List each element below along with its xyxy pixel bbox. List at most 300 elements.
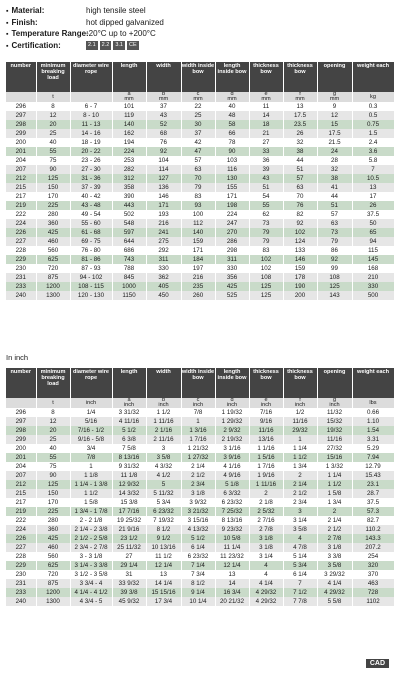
table-cell: 10 5/8 — [215, 534, 249, 543]
table-row — [6, 147, 394, 156]
table-cell: 1150 — [112, 291, 146, 300]
column-header: width inside bow — [181, 62, 215, 92]
table-cell: 875 — [36, 273, 70, 282]
table-cell: 560 — [36, 246, 70, 255]
table-row — [6, 516, 394, 525]
table-cell: 4 1/4 — [317, 579, 352, 588]
unit-cell — [283, 92, 317, 102]
table-row — [6, 417, 394, 426]
table-cell: 14 3/32 — [112, 489, 146, 498]
table-cell: 230 — [6, 264, 36, 273]
table-cell: 4 9/16 — [215, 471, 249, 480]
table-cell: 4 29/32 — [317, 588, 352, 597]
table-cell: 124 — [283, 237, 317, 246]
table-cell: 2 1/2 - 2 5/8 — [70, 534, 112, 543]
table-cell: 720 — [36, 264, 70, 273]
table-cell: 500 — [352, 291, 394, 300]
table-cell: 16 3/4 — [215, 588, 249, 597]
table-cell: 463 — [352, 579, 394, 588]
table-row — [6, 489, 394, 498]
table-cell: 11 1/8 — [112, 471, 146, 480]
column-header: minimum breaking load — [36, 368, 70, 398]
table-cell: 1300 — [36, 597, 70, 606]
table-cell: 42 — [181, 138, 215, 147]
table-cell: 5 — [146, 480, 181, 489]
table-cell: 37.5 — [352, 210, 394, 219]
table-cell: 720 — [36, 570, 70, 579]
table-cell: 25 — [181, 111, 215, 120]
table-cell: 1 1/4 — [283, 444, 317, 453]
table-cell: 525 — [215, 291, 249, 300]
dimension-letter: b — [161, 92, 166, 97]
table-cell: 4 7/8 — [283, 543, 317, 552]
table-cell: 3 1/8 — [249, 534, 283, 543]
table-row — [6, 480, 394, 489]
dimension-letter: a — [127, 398, 131, 403]
table-cell: 240 — [6, 291, 36, 300]
table-cell: 217 — [6, 498, 36, 507]
dimension-letter: b — [161, 398, 166, 403]
unit-label: kg — [370, 93, 376, 100]
cert-badge: CE — [128, 41, 137, 48]
spec-value: high tensile steel — [86, 6, 146, 15]
table-cell: 28.7 — [352, 489, 394, 498]
table-cell: 20 - 22 — [70, 147, 112, 156]
spec-row — [6, 18, 164, 30]
table-row — [6, 453, 394, 462]
table-cell: 44 — [317, 192, 352, 201]
unit-label: inch — [123, 402, 135, 408]
table-cell: 171 — [146, 201, 181, 210]
table-cell: 299 — [6, 435, 36, 444]
unit-cell — [36, 398, 70, 408]
table-cell: 298 — [6, 120, 36, 129]
table-cell: 548 — [112, 219, 146, 228]
table-cell: 11 - 13 — [70, 120, 112, 129]
table-cell: 63 — [317, 219, 352, 228]
dimension-letter: c — [196, 92, 200, 97]
unit-cell — [70, 398, 112, 408]
table-cell: 788 — [112, 264, 146, 273]
table-cell: 68 — [146, 129, 181, 138]
table-cell: 17 7/16 — [112, 507, 146, 516]
table-cell: 3 9/32 — [181, 498, 215, 507]
table-cell: 625 — [36, 561, 70, 570]
table-cell: 4 11/16 — [112, 417, 146, 426]
table-cell: 1 — [283, 435, 317, 444]
column-header: thickness bow — [283, 368, 317, 398]
table-cell: 275 — [146, 237, 181, 246]
table-cell: 32 — [283, 138, 317, 147]
table-cell: 26 — [283, 129, 317, 138]
table-cell: 1102 — [352, 597, 394, 606]
table-cell: 5 1/2 — [181, 534, 215, 543]
table-cell: 78 — [215, 138, 249, 147]
table-cell: 1 7/16 — [181, 435, 215, 444]
table-cell: 1 — [181, 417, 215, 426]
table-cell: 143.3 — [352, 534, 394, 543]
table-cell: 104 — [146, 156, 181, 165]
table-cell: 13 — [146, 570, 181, 579]
table-cell: 1 1/16 — [249, 444, 283, 453]
table-cell: 9/16 — [249, 417, 283, 426]
table-cell: 170 — [36, 498, 70, 507]
table-cell: 311 — [215, 255, 249, 264]
table-cell: 7 5/8 — [112, 444, 146, 453]
table-cell: 7/16 - 1/2 — [70, 426, 112, 435]
table-cell: 66 — [215, 129, 249, 138]
table-cell: 225 — [36, 507, 70, 516]
table-cell: 82.7 — [352, 516, 394, 525]
table-cell: 2 1/2 — [181, 471, 215, 480]
table-cell: 8 — [36, 102, 70, 111]
column-header: weight each — [352, 368, 394, 398]
table-row — [6, 471, 394, 480]
table-cell: 198 — [215, 201, 249, 210]
table-cell: 5.8 — [352, 156, 394, 165]
unit-label: inch — [260, 402, 272, 408]
table-cell: 2 3/4 — [181, 480, 215, 489]
table-cell: 3 31/32 — [112, 408, 146, 417]
table-cell: 12 9/32 — [112, 480, 146, 489]
table-cell: 219 — [6, 201, 36, 210]
table-row — [6, 435, 394, 444]
table-cell: 1 1/2 — [146, 408, 181, 417]
unit-label: mm — [193, 96, 203, 102]
currency-badge[interactable]: CAD — [366, 659, 389, 668]
table-cell: 231 — [6, 579, 36, 588]
table-cell: 4 3/4 - 5 — [70, 597, 112, 606]
inch-section-title: In inch — [6, 353, 29, 362]
unit-cell — [181, 92, 215, 102]
table-cell: 297 — [6, 111, 36, 120]
unit-row — [6, 92, 394, 102]
table-row — [6, 138, 394, 147]
table-cell: 370 — [352, 570, 394, 579]
table-cell: 25 — [36, 129, 70, 138]
table-cell: 49 - 54 — [70, 210, 112, 219]
table-cell: 743 — [112, 255, 146, 264]
table-cell: 1.5 — [352, 129, 394, 138]
table-cell: 460 — [36, 237, 70, 246]
table-cell: 3 1/8 — [317, 543, 352, 552]
table-cell: 253 — [112, 156, 146, 165]
table-cell: 29 1/4 — [112, 561, 146, 570]
table-cell: 204 — [6, 462, 36, 471]
table-cell: 125 — [317, 282, 352, 291]
table-cell: 13 — [283, 102, 317, 111]
table-cell: 8 — [36, 408, 70, 417]
table-cell: 4 — [249, 570, 283, 579]
column-header: thickness bow — [249, 368, 283, 398]
table-row — [6, 282, 394, 291]
table-cell: 230 — [6, 570, 36, 579]
table-cell: 224 — [6, 525, 36, 534]
column-header: width — [146, 62, 181, 92]
table-cell: 210 — [352, 273, 394, 282]
table-cell: 597 — [112, 228, 146, 237]
table-cell: 171 — [215, 192, 249, 201]
table-cell: 73 — [317, 228, 352, 237]
table-cell: 201 — [6, 453, 36, 462]
table-cell: 27/32 — [317, 444, 352, 453]
table-cell: 79 — [317, 237, 352, 246]
table-cell: 12 1/4 — [215, 561, 249, 570]
unit-label: mm — [295, 96, 305, 102]
table-cell: 1 11/16 — [249, 480, 283, 489]
spec-row — [6, 29, 164, 41]
table-cell: 193 — [146, 210, 181, 219]
table-row — [6, 246, 394, 255]
column-header: minimum breaking load — [36, 62, 70, 92]
column-header: thickness bow — [283, 62, 317, 92]
table-cell: 83 — [181, 192, 215, 201]
table-cell: 4 1/2 — [146, 471, 181, 480]
table-cell: 1 3/32 — [317, 462, 352, 471]
table-cell: 125 — [249, 291, 283, 300]
table-cell: 3 21/32 — [181, 507, 215, 516]
table-cell: 11 1/4 — [215, 543, 249, 552]
table-cell: 2 — [283, 471, 317, 480]
table-cell: 13 — [215, 570, 249, 579]
table-cell: 425 — [215, 282, 249, 291]
table-cell: 1 1/2 — [70, 489, 112, 498]
table-cell: 155 — [215, 183, 249, 192]
table-cell: 2 19/32 — [215, 435, 249, 444]
table-cell: 7 1/4 — [181, 561, 215, 570]
table-cell: 362 — [146, 273, 181, 282]
table-cell: 204 — [6, 156, 36, 165]
table-cell: 70 — [283, 192, 317, 201]
table-cell: 3/4 — [70, 444, 112, 453]
table-cell: 194 — [112, 138, 146, 147]
table-cell: 4 1/4 - 4 1/2 — [70, 588, 112, 597]
table-row — [6, 273, 394, 282]
table-cell: 5 3/4 — [283, 561, 317, 570]
table-row — [6, 165, 394, 174]
table-cell: 216 — [146, 219, 181, 228]
table-cell: 280 — [36, 516, 70, 525]
table-cell: 298 — [6, 426, 36, 435]
table-cell: 31 — [112, 570, 146, 579]
table-cell: 43 - 48 — [70, 201, 112, 210]
unit-cell — [317, 398, 352, 408]
table-cell: 40 — [36, 444, 70, 453]
table-cell: 296 — [6, 102, 36, 111]
table-cell: 26 — [352, 201, 394, 210]
table-row — [6, 444, 394, 453]
table-cell: 728 — [352, 588, 394, 597]
table-row — [6, 462, 394, 471]
column-header: length inside bow — [215, 62, 249, 92]
table-cell: 2 - 2 1/8 — [70, 516, 112, 525]
column-header: opening — [317, 368, 352, 398]
column-header: length — [112, 62, 146, 92]
table-row — [6, 561, 394, 570]
table-cell: 1 5/16 — [249, 453, 283, 462]
table-cell: 10 13/16 — [146, 543, 181, 552]
table-cell: 23 1/2 — [112, 534, 146, 543]
table-cell: 1 3/16 — [181, 426, 215, 435]
table-cell: 330 — [352, 282, 394, 291]
table-cell: 108 — [317, 273, 352, 282]
table-cell: 14 — [249, 111, 283, 120]
table-row — [6, 129, 394, 138]
table-cell: 7/8 — [70, 453, 112, 462]
table-row — [6, 570, 394, 579]
table-row — [6, 102, 394, 111]
table-cell: 12 — [36, 417, 70, 426]
table-cell: 125 — [36, 480, 70, 489]
table-cell: 37 - 39 — [70, 183, 112, 192]
table-cell: 875 — [36, 579, 70, 588]
table-cell: 450 — [146, 291, 181, 300]
table-cell: 1.54 — [352, 426, 394, 435]
unit-label: inch — [192, 402, 204, 408]
table-cell: 3 3/8 — [317, 552, 352, 561]
table-cell: 15.43 — [352, 471, 394, 480]
table-cell: 1/4 — [70, 408, 112, 417]
table-cell: 3 1/4 - 3 3/8 — [70, 561, 112, 570]
table-cell: 3 — [283, 507, 317, 516]
table-cell: 159 — [181, 237, 215, 246]
unit-cell — [70, 92, 112, 102]
table-cell: 102 — [249, 255, 283, 264]
table-cell: 286 — [215, 237, 249, 246]
dimension-letter: a — [127, 92, 131, 97]
table-cell: 57 — [317, 210, 352, 219]
table-cell: 8 13/16 — [215, 516, 249, 525]
table-cell: 1 27/32 — [181, 453, 215, 462]
cert-badge: 2.1 — [88, 41, 96, 48]
dimension-letter: e — [264, 92, 268, 97]
table-cell: 219 — [6, 507, 36, 516]
table-cell: 184 — [181, 255, 215, 264]
table-cell: 45 9/32 — [112, 597, 146, 606]
table-cell: 3 29/32 — [317, 570, 352, 579]
table-row — [6, 291, 394, 300]
table-cell: 215 — [6, 489, 36, 498]
table-cell: 11 23/32 — [215, 552, 249, 561]
unit-label: mm — [329, 96, 340, 102]
table-cell: 1/2 — [283, 408, 317, 417]
column-header: width — [146, 368, 181, 398]
table-row — [6, 408, 394, 417]
table-cell: 55 — [36, 453, 70, 462]
table-cell: 1 19/32 — [215, 408, 249, 417]
unit-label: inch — [329, 402, 340, 408]
table-cell: 207 — [6, 471, 36, 480]
table-cell: 7.94 — [352, 453, 394, 462]
table-cell: 11/32 — [317, 408, 352, 417]
table-cell: 1 3/4 - 1 7/8 — [70, 507, 112, 516]
table-cell: 8 13/16 — [112, 453, 146, 462]
certification-label: ▪ Certification: — [6, 41, 86, 53]
table-cell: 8 1/2 — [181, 579, 215, 588]
table-cell: 70 — [181, 174, 215, 183]
table-cell: 63 — [283, 183, 317, 192]
spec-label: ▪ Temperature Range: — [6, 29, 86, 41]
table-cell: 2 9/32 — [215, 426, 249, 435]
table-cell: 3 1/16 — [215, 444, 249, 453]
table-cell: 644 — [112, 237, 146, 246]
table-cell: 136 — [146, 183, 181, 192]
table-cell: 92 — [283, 219, 317, 228]
table-cell: 1200 — [36, 282, 70, 291]
table-cell: 7/16 — [249, 408, 283, 417]
unit-cell — [352, 398, 394, 408]
table-cell: 62 — [249, 210, 283, 219]
table-cell: 254 — [352, 552, 394, 561]
table-cell: 2 1/8 — [249, 498, 283, 507]
table-cell: 197 — [181, 264, 215, 273]
table-cell: 9 23/32 — [215, 525, 249, 534]
table-row — [6, 183, 394, 192]
table-cell: 7 7/8 — [283, 597, 317, 606]
table-cell: 9 1/4 — [181, 588, 215, 597]
column-header: thickness bow — [249, 62, 283, 92]
table-cell: 7 25/32 — [215, 507, 249, 516]
table-cell: 212 — [6, 480, 36, 489]
table-cell: 76 — [146, 138, 181, 147]
unit-cell — [6, 92, 36, 102]
table-cell: 15 3/8 — [112, 498, 146, 507]
table-cell: 7/8 — [181, 408, 215, 417]
column-header: opening — [317, 62, 352, 92]
table-cell: 14 — [215, 579, 249, 588]
table-cell: 170 — [36, 192, 70, 201]
table-cell: 90 — [36, 165, 70, 174]
table-cell: 200 — [283, 291, 317, 300]
table-cell: 76 — [283, 201, 317, 210]
table-cell: 3 5/8 — [317, 561, 352, 570]
table-cell: 5.29 — [352, 444, 394, 453]
table-cell: 217 — [6, 192, 36, 201]
table-cell: 116 — [215, 165, 249, 174]
table-cell: 0.3 — [352, 102, 394, 111]
table-cell: 233 — [6, 588, 36, 597]
table-cell: 32 — [317, 165, 352, 174]
table-cell: 12 — [317, 111, 352, 120]
table-cell: 212 — [6, 174, 36, 183]
table-cell: 2 11/16 — [146, 435, 181, 444]
table-cell: 92 — [146, 147, 181, 156]
table-cell: 22 — [181, 102, 215, 111]
table-cell: 8 - 10 — [70, 111, 112, 120]
table-cell: 1200 — [36, 588, 70, 597]
table-cell: 241 — [146, 228, 181, 237]
table-cell: 178 — [283, 273, 317, 282]
table-cell: 108 - 115 — [70, 282, 112, 291]
table-cell: 150 — [36, 183, 70, 192]
table-cell: 224 — [112, 147, 146, 156]
table-cell: 1 3/4 — [283, 462, 317, 471]
table-cell: 6 - 7 — [70, 102, 112, 111]
table-cell: 75 — [36, 156, 70, 165]
table-cell: 2 1/2 — [317, 525, 352, 534]
table-cell: 1 1/2 — [283, 453, 317, 462]
table-cell: 27 — [249, 138, 283, 147]
table-cell: 1 9/16 — [249, 471, 283, 480]
table-cell: 9 1/2 — [146, 534, 181, 543]
unit-cell — [112, 398, 146, 408]
table-cell: 140 — [181, 228, 215, 237]
table-cell: 2 7/16 — [249, 516, 283, 525]
table-cell: 15/32 — [317, 417, 352, 426]
table-row — [6, 498, 394, 507]
column-header: number — [6, 368, 36, 398]
table-cell: 140 — [112, 120, 146, 129]
